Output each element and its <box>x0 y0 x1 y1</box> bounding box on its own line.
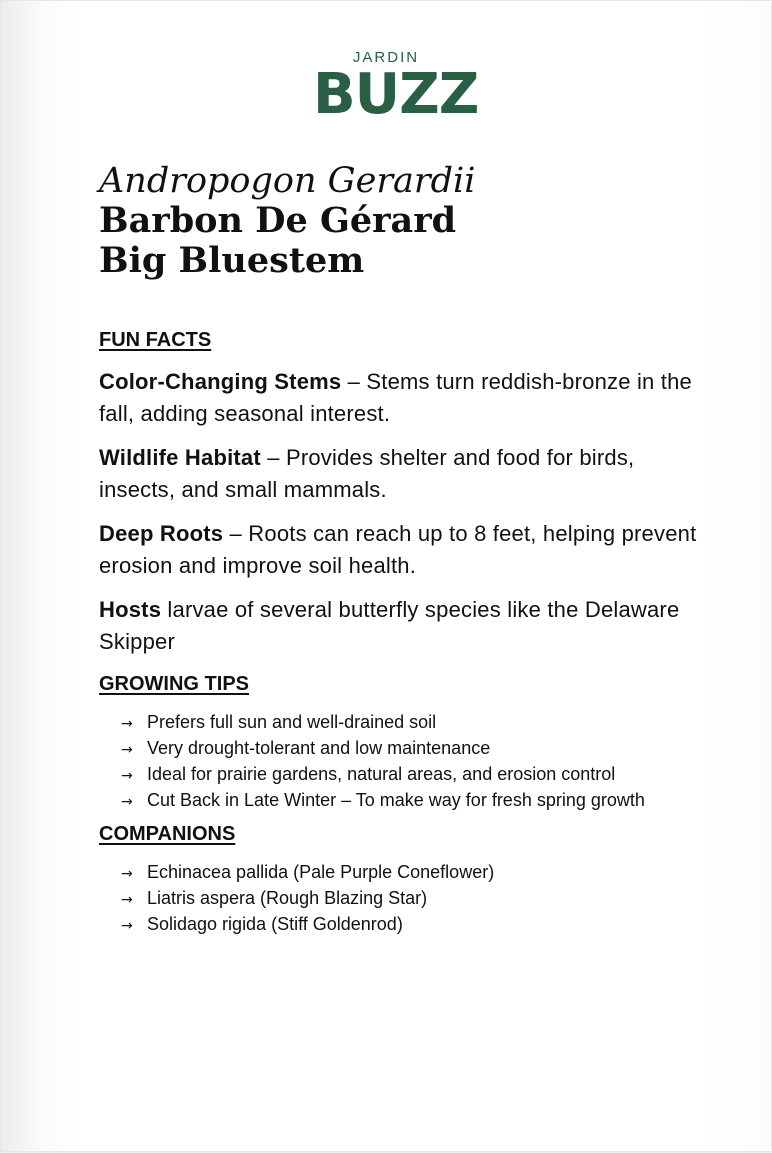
list-item <box>121 710 709 736</box>
fact-item <box>99 518 709 582</box>
arrow-right-icon: → <box>121 866 133 882</box>
list-item <box>121 886 709 912</box>
list-item-text: Echinacea pallida (Pale Purple Coneflower) <box>147 862 495 882</box>
arrow-right-icon: → <box>121 768 133 784</box>
jardin-buzz-logo <box>313 49 479 129</box>
list-item-text: Cut Back in Late Winter – To make way for fresh spring growth <box>147 790 645 810</box>
list-item <box>121 736 709 762</box>
fun-facts-heading: FUN FACTS <box>99 329 212 351</box>
fact-label: Hosts <box>99 597 162 622</box>
list-item <box>121 762 709 788</box>
fact-text: larvae of several butterfly species like the Delaware Skipper <box>99 597 680 654</box>
fact-label: Color-Changing Stems <box>99 369 342 394</box>
growing-tips-list <box>99 710 709 814</box>
list-item <box>121 912 709 938</box>
arrow-right-icon: → <box>121 892 133 908</box>
fact-item <box>99 442 709 506</box>
fun-facts-section <box>99 326 709 658</box>
document-page <box>1 1 771 1151</box>
logo-jardin-text: JARDIN <box>352 49 420 66</box>
list-item-text: Solidago rigida (Stiff Goldenrod) <box>147 914 403 934</box>
list-item-text: Ideal for prairie gardens, natural areas, and erosion control <box>147 764 616 784</box>
fact-label: Wildlife Habitat <box>99 445 261 470</box>
arrow-right-icon: → <box>121 794 133 810</box>
latin-name: Andropogon Gerardii <box>99 161 476 201</box>
list-item <box>121 860 709 886</box>
list-item <box>121 788 709 814</box>
arrow-right-icon: → <box>121 918 133 934</box>
english-name: Big Bluestem <box>99 240 365 281</box>
companions-heading: COMPANIONS <box>99 823 236 845</box>
content-body <box>99 326 709 938</box>
companions-section <box>99 820 709 938</box>
fact-item <box>99 594 709 658</box>
arrow-right-icon: → <box>121 742 133 758</box>
fact-item <box>99 366 709 430</box>
logo-buzz-text: BUZZ <box>313 62 479 127</box>
list-item-text: Prefers full sun and well-drained soil <box>147 712 437 732</box>
fact-text: – Roots can reach up to 8 feet, helping prevent erosion and improve soil health. <box>99 521 697 578</box>
growing-tips-section <box>99 670 709 814</box>
growing-tips-heading: GROWING TIPS <box>99 673 249 695</box>
fact-text: – Provides shelter and food for birds, insects, and small mammals. <box>99 445 635 502</box>
fact-label: Deep Roots <box>99 521 224 546</box>
companions-list <box>99 860 709 938</box>
list-item-text: Liatris aspera (Rough Blazing Star) <box>147 888 428 908</box>
list-item-text: Very drought-tolerant and low maintenance <box>147 738 491 758</box>
fact-text: – Stems turn reddish-bronze in the fall, adding seasonal interest. <box>99 369 692 426</box>
french-name: Barbon De Gérard <box>99 200 457 241</box>
arrow-right-icon: → <box>121 716 133 732</box>
plant-title <box>99 161 719 281</box>
